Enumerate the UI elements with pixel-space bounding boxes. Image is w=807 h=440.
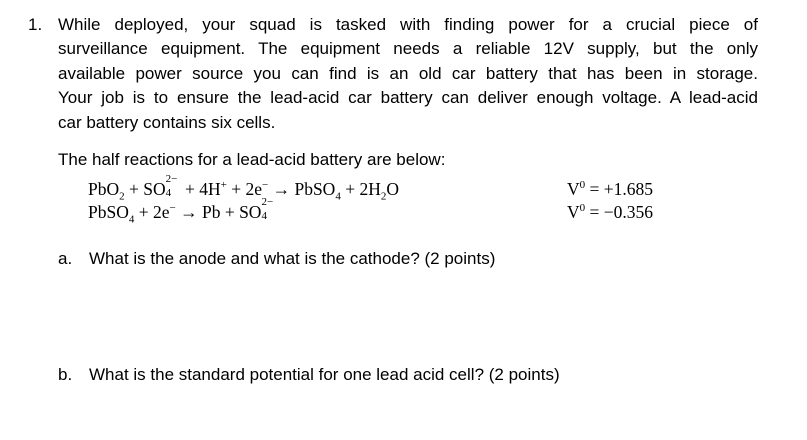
formula-text: PbSO xyxy=(294,179,336,199)
potential-1 xyxy=(567,178,653,200)
formula-text: PbSO xyxy=(88,202,129,222)
superscript: − xyxy=(262,179,269,192)
sub-question-a xyxy=(58,247,495,271)
superscript: 2− xyxy=(261,196,274,208)
potential-value: = −0.356 xyxy=(585,202,654,222)
question-line: available power source you can find is an old car battery that has been in storage. xyxy=(58,63,758,83)
question-text xyxy=(58,13,758,135)
superscript: 0 xyxy=(579,179,586,192)
superscript: 0 xyxy=(579,202,586,215)
subscript: 2 xyxy=(380,190,387,203)
formula-text: + 2e xyxy=(226,179,262,199)
sub-question-text: What is the standard potential for one lead acid cell? (2 points) xyxy=(89,365,560,384)
superscript: 2− xyxy=(165,173,178,185)
half-reaction-2 xyxy=(88,196,276,226)
formula-text: PbO xyxy=(88,179,120,199)
subscript: 4 xyxy=(335,190,341,203)
question-line: surveillance equipment. The equipment needs a reliable 12V supply, but the only xyxy=(58,39,758,59)
reaction-arrow: → Pb + xyxy=(175,202,240,222)
formula-text: SO xyxy=(239,202,262,222)
formula-text: + 4H xyxy=(180,179,221,199)
sub-question-b xyxy=(58,363,560,387)
superscript: − xyxy=(169,202,176,215)
formula-text: + 2H xyxy=(340,179,381,199)
subscript: 2 xyxy=(119,190,125,203)
potential-2 xyxy=(567,201,653,223)
formula-text: SO xyxy=(143,179,166,199)
sub-question-letter: a. xyxy=(58,249,73,268)
reaction-arrow: → xyxy=(268,179,295,199)
sulfate-charge-group xyxy=(165,173,181,199)
potential-value: = +1.685 xyxy=(585,179,654,199)
half-reaction-1 xyxy=(88,173,399,203)
formula-text: O xyxy=(386,179,399,199)
question-line: Your job is to ensure the lead-acid car battery can deliver enough voltage. A lead-acid xyxy=(58,88,758,108)
question-line: car battery contains six cells. xyxy=(58,112,276,132)
potential-symbol: V xyxy=(567,202,580,222)
formula-text: + 2e xyxy=(134,202,170,222)
half-reactions-intro: The half reactions for a lead-acid battery are below: xyxy=(58,150,446,169)
subscript: 4 xyxy=(261,210,267,222)
superscript: + xyxy=(220,179,227,192)
question-number: 1. xyxy=(28,15,43,34)
sub-question-text: What is the anode and what is the cathode? (2 points) xyxy=(89,249,496,268)
sulfate-charge-group xyxy=(261,196,276,222)
sub-question-letter: b. xyxy=(58,365,73,384)
potential-symbol: V xyxy=(567,179,580,199)
formula-text: + xyxy=(124,179,144,199)
question-line: While deployed, your squad is tasked with finding power for a crucial piece of xyxy=(58,15,758,34)
subscript: 4 xyxy=(128,213,135,226)
subscript: 4 xyxy=(165,187,172,199)
